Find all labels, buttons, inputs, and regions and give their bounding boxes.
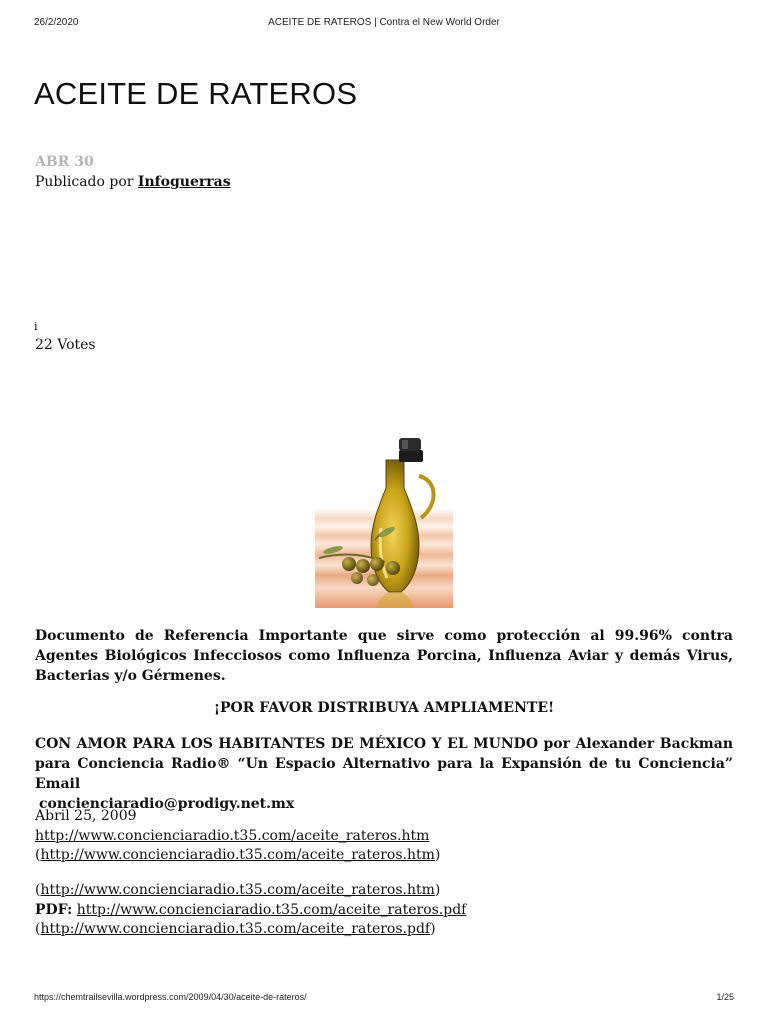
- print-footer: [34, 992, 734, 1006]
- post-date: ABR 30: [35, 154, 94, 170]
- intro-paragraph: Documento de Referencia Importante que sirve como protección al 99.96% contra Agentes Biológicos Infecciosos como Influenza Porcina, Influenza Aviar y demás Virus, Bacterias y/o Gérmenes.: [35, 628, 733, 684]
- pdf-link-repeat[interactable]: http://www.concienciaradio.t35.com/aceite_rateros.pdf: [40, 921, 431, 937]
- pdf-links-block: [35, 881, 733, 940]
- print-url: https://chemtrailsevilla.wordpress.com/2009/04/30/aceite-de-rateros/: [34, 992, 307, 1002]
- contact-email: concienciaradio@prodigy.net.mx: [39, 796, 295, 812]
- author-link[interactable]: Infoguerras: [137, 174, 231, 190]
- byline: [35, 174, 231, 190]
- htm-link-paren-line-2: (http://www.concienciaradio.t35.com/aceite_rateros.htm): [35, 882, 441, 898]
- dedication-paragraph: [35, 734, 733, 814]
- dedication-text: CON AMOR PARA LOS HABITANTES DE MÉXICO Y EL MUNDO por Alexander Backman para Conciencia Radio® “Un Espacio Alternativo para la Expansión de tu Conciencia” Email: [35, 736, 733, 792]
- page-number: 1/25: [716, 992, 734, 1002]
- olive-oil-bottle-image: [315, 436, 453, 608]
- document-date: Abril 25, 2009: [35, 808, 137, 824]
- print-page-title: ACEITE DE RATEROS | Contra el New World Order: [268, 17, 500, 28]
- htm-link[interactable]: http://www.concienciaradio.t35.com/aceite_rateros.htm: [35, 827, 430, 844]
- votes-count: 22 Votes: [35, 337, 96, 353]
- pdf-link-paren-line: (http://www.concienciaradio.t35.com/aceite_rateros.pdf): [35, 921, 436, 937]
- print-header: [34, 17, 734, 31]
- source-links-block: [35, 807, 733, 866]
- htm-link-paren-line: (http://www.concienciaradio.t35.com/aceite_rateros.htm): [35, 847, 441, 863]
- rating-icon[interactable]: i: [34, 320, 38, 333]
- htm-link-repeat-2[interactable]: http://www.concienciaradio.t35.com/aceite_rateros.htm: [40, 882, 435, 898]
- post-title: ACEITE DE RATEROS: [34, 76, 358, 111]
- pdf-label: PDF:: [35, 901, 73, 918]
- print-date: 26/2/2020: [34, 17, 79, 28]
- htm-link-repeat[interactable]: http://www.concienciaradio.t35.com/aceite_rateros.htm: [40, 847, 435, 863]
- pdf-link[interactable]: http://www.concienciaradio.t35.com/aceite_rateros.pdf: [76, 901, 467, 918]
- published-by-label: Publicado por: [35, 174, 134, 190]
- distribute-appeal: ¡POR FAVOR DISTRIBUYA AMPLIAMENTE!: [213, 700, 555, 716]
